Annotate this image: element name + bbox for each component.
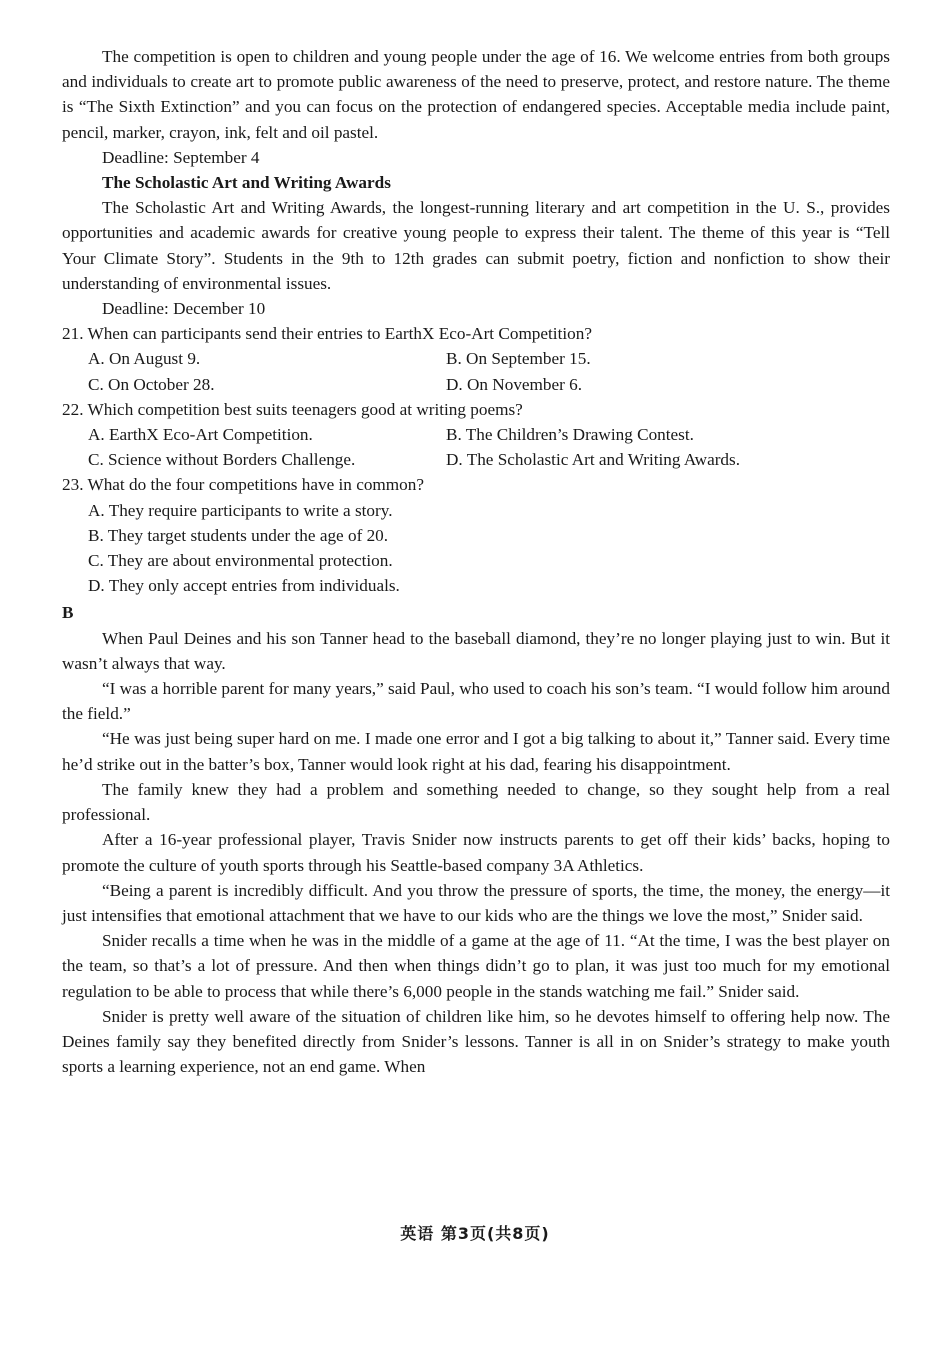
option-d: D. On November 6. — [446, 374, 583, 394]
option-a: A. On August 9. — [88, 349, 201, 369]
deadline-december: Deadline: December 10 — [102, 299, 266, 319]
passage-b-paragraph: After a 16-year professional player, Travis Snider now instructs parents to get off their kids’ backs, hoping to promote the culture of youth sports through his Seattle-based company 3A Athletics. — [62, 830, 890, 875]
option-c: C. Science without Borders Challenge. — [88, 450, 356, 470]
option-a: A. They require participants to write a story. — [88, 500, 393, 520]
intro-paragraph: The competition is open to children and young people under the age of 16. We welcome entries from both groups and individuals to create art to promote public awareness of the need to preserve, protect, and restore nature. The theme is “The Sixth Extinction” and you can focus on the protection of endangered species. Acceptable media include paint, pencil, marker, crayon, ink, felt and oil pastel. — [62, 47, 890, 142]
passage-b-paragraph: “I was a horrible parent for many years,” said Paul, who used to coach his son’s team. “I would follow him around the field.” — [62, 679, 890, 724]
passage-b-paragraph: “He was just being super hard on me. I made one error and I got a big talking to about it,” Tanner said. Every time he’d strike out in the batter’s box, Tanner would look right at his dad, fearing his disappointment. — [62, 729, 890, 774]
question-23 — [62, 472, 890, 598]
deadline-september: Deadline: September 4 — [102, 147, 260, 167]
question-22 — [62, 397, 890, 473]
page-footer: 英语 第3页(共8页) — [400, 1224, 550, 1243]
passage-b-paragraph: When Paul Deines and his son Tanner head to the baseball diamond, they’re no longer playing just to win. But it wasn’t always that way. — [62, 628, 890, 673]
question-21 — [62, 321, 890, 397]
scholastic-heading: The Scholastic Art and Writing Awards — [102, 173, 391, 193]
passage-b-paragraph: Snider is pretty well aware of the situation of children like him, so he devotes himself to offering help now. The Deines family say they benefited directly from Snider’s lessons. Tanner is all in on Snider’s strategy to make youth sports a learning experience, not an end game. When — [62, 1006, 890, 1077]
question-stem: 21. When can participants send their entries to EarthX Eco-Art Competition? — [62, 324, 592, 344]
passage-b-paragraph: The family knew they had a problem and something needed to change, so they sought help from a real professional. — [62, 779, 890, 825]
option-c: C. On October 28. — [88, 374, 215, 394]
scholastic-paragraph: The Scholastic Art and Writing Awards, the longest-running literary and art competition in the U. S., provides opportunities and academic awards for creative young people to express their talent. The theme of this year is “Tell Your Climate Story”. Students in the 9th to 12th grades can submit poetry, fiction and nonfiction to show their understanding of environmental issues. — [62, 198, 890, 293]
question-stem: 23. What do the four competitions have in common? — [62, 475, 424, 495]
option-b: B. They target students under the age of 20. — [88, 525, 389, 545]
question-stem: 22. Which competition best suits teenagers good at writing poems? — [62, 399, 523, 419]
section-b-label: B — [62, 603, 74, 623]
passage-b-paragraph: “Being a parent is incredibly difficult. And you throw the pressure of sports, the time, the money, the energy—it just intensifies that emotional attachment that we have to our kids who are the things we love the most,” Snider said. — [62, 880, 890, 925]
option-a: A. EarthX Eco-Art Competition. — [88, 425, 313, 445]
passage-b-paragraph: Snider recalls a time when he was in the middle of a game at the age of 11. “At the time, I was the best player on the team, so that’s a lot of pressure. And then when things didn’t go to plan, it was just too much for my emotional regulation to be able to process that while there’s 6,000 people in the stands watching me fail.” Snider said. — [62, 931, 890, 1001]
option-d: D. The Scholastic Art and Writing Awards. — [446, 450, 741, 470]
option-b: B. On September 15. — [446, 349, 591, 369]
option-b: B. The Children’s Drawing Contest. — [446, 425, 694, 445]
passage-b — [62, 626, 890, 1080]
option-d: D. They only accept entries from individuals. — [88, 576, 400, 596]
option-c: C. They are about environmental protection. — [88, 551, 393, 571]
page-content — [62, 44, 890, 1079]
